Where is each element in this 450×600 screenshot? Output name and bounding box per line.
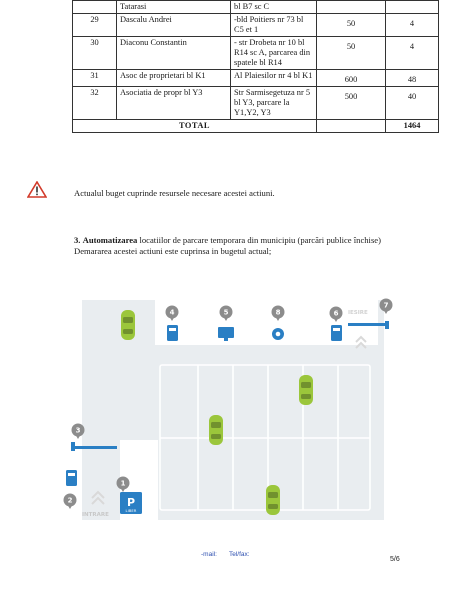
marker-2: 2 xyxy=(67,496,73,505)
row-location: - str Drobeta nr 10 bl R14 sc A, parcarea din spatele bl R14 xyxy=(231,37,317,70)
row-total: 40 xyxy=(386,87,439,120)
row-location: Str Sarmisegetuza nr 5 bl Y3, parcare la Y1,Y2, Y3 xyxy=(231,87,317,120)
section-title xyxy=(74,235,419,245)
total-value: 1464 xyxy=(386,120,439,133)
marker-3: 3 xyxy=(75,426,81,435)
exit-label: IESIRE xyxy=(348,310,368,316)
marker-6: 6 xyxy=(333,309,339,318)
table-row xyxy=(73,70,439,87)
free-sign-letter: P xyxy=(126,496,136,509)
row-value xyxy=(317,1,386,14)
footer-mail: -mail: xyxy=(201,551,217,558)
marker-4: 4 xyxy=(169,308,175,317)
row-total: 48 xyxy=(386,70,439,87)
page-number: 5/6 xyxy=(390,556,400,563)
section-number: 3. xyxy=(74,235,81,245)
car-2 xyxy=(299,375,313,405)
exit-barrier xyxy=(348,323,386,326)
row-number: 29 xyxy=(73,14,117,37)
total-label: TOTAL xyxy=(73,120,317,133)
row-number xyxy=(73,1,117,14)
row-number: 31 xyxy=(73,70,117,87)
row-value: 50 xyxy=(317,14,386,37)
terminal-icon xyxy=(167,325,178,341)
exit-pay-station-icon xyxy=(331,325,342,341)
entry-pay-station-icon xyxy=(66,470,77,486)
table-row xyxy=(73,14,439,37)
car-4 xyxy=(266,485,280,515)
section-title-rest: locatiilor de parcare temporara din municipiu (parcări publice închise) xyxy=(137,235,381,245)
entry-label: INTRARE xyxy=(82,512,109,518)
row-location: bl B7 sc C xyxy=(231,1,317,14)
row-name: Diaconu Constantin xyxy=(117,37,231,70)
warning-text: Actualul buget cuprinde resursele necesare acestei actiuni. xyxy=(74,188,275,198)
footer-tel: Tel/fax: xyxy=(229,551,250,558)
row-location: Al Plaiesilor nr 4 bl K1 xyxy=(231,70,317,87)
car-1 xyxy=(121,310,135,340)
budget-table-body xyxy=(73,1,439,120)
row-name: Tatarasi xyxy=(117,1,231,14)
row-name: Asociatia de propr bl Y3 xyxy=(117,87,231,120)
row-value: 50 xyxy=(317,37,386,70)
marker-8: 8 xyxy=(275,308,281,317)
row-name: Asoc de proprietari bl K1 xyxy=(117,70,231,87)
row-value: 600 xyxy=(317,70,386,87)
row-location: -bld Poitiers nr 73 bl C5 et 1 xyxy=(231,14,317,37)
marker-1: 1 xyxy=(120,479,126,488)
budget-table xyxy=(72,0,439,133)
car-3 xyxy=(209,415,223,445)
marker-7: 7 xyxy=(383,301,389,310)
table-row xyxy=(73,87,439,120)
section-description: Demararea acestei actiuni este cuprinsa in bugetul actual; xyxy=(74,246,272,256)
row-number: 32 xyxy=(73,87,117,120)
entry-barrier xyxy=(73,446,117,449)
section-title-bold: Automatizarea xyxy=(82,235,138,245)
row-total: 4 xyxy=(386,14,439,37)
table-row xyxy=(73,1,439,14)
marker-5: 5 xyxy=(223,308,229,317)
row-value: 500 xyxy=(317,87,386,120)
row-total: 4 xyxy=(386,37,439,70)
free-sign-label: LIBER xyxy=(125,508,137,513)
row-number: 30 xyxy=(73,37,117,70)
table-row xyxy=(73,37,439,70)
row-name: Dascalu Andrei xyxy=(117,14,231,37)
parking-illustration xyxy=(58,290,398,530)
total-row xyxy=(73,120,439,133)
monitor-icon xyxy=(218,327,234,338)
warning-icon xyxy=(27,181,47,198)
total-empty-cell xyxy=(317,120,386,133)
row-total xyxy=(386,1,439,14)
